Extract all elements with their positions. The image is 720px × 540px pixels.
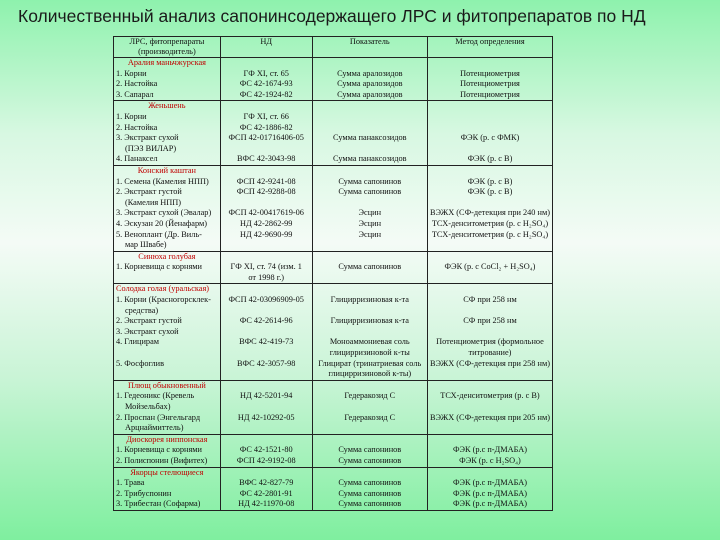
cell-line: ФС 42-1886-82 <box>239 122 293 132</box>
cell-line: ВФС 42-3043-98 <box>237 154 296 164</box>
header-method: Метод определения <box>427 37 552 58</box>
cell-line: Сумма аралозидов <box>337 68 403 78</box>
cell-line <box>430 423 550 434</box>
spacer <box>315 252 425 263</box>
cell-nd <box>220 467 312 510</box>
cell-method <box>427 101 552 166</box>
cell-indicator <box>312 251 427 284</box>
cell-line: ФЭК (р.с п-ДМАБА) <box>452 478 527 488</box>
cell-indicator <box>312 434 427 467</box>
cell-line: Сумма сапонинов <box>338 262 402 272</box>
cell-nd <box>220 101 312 166</box>
table-group-row <box>114 58 553 101</box>
cell-line: Сумма панаксозидов <box>333 133 407 143</box>
cell-line: ГФ XI, ст. 74 (изм. 1 <box>230 262 302 272</box>
cell-line: ФСП 42-00417619-06 <box>228 208 304 218</box>
cell-line: 2. Трибуспонин <box>116 488 172 498</box>
header-material: ЛРС, фитопрепараты (производитель) <box>114 37 221 58</box>
group-title: Якорцы стелющиеся <box>130 467 204 477</box>
cell-line: НД 42-10292-05 <box>237 412 295 422</box>
cell-line: 2. Экстракт густой <box>116 316 182 326</box>
cell-line: Сумма сапонинов <box>338 445 402 455</box>
table-group-row <box>114 165 553 251</box>
cell-method <box>427 165 552 251</box>
cell-line: 4. Эскузан 20 (Йенафарм) <box>116 218 208 228</box>
cell-line: Потенциометрия (формольное <box>436 337 544 347</box>
cell-line: Мойзельбах) <box>125 402 171 411</box>
spacer <box>315 435 425 446</box>
cell-material <box>114 101 221 166</box>
cell-material <box>114 467 221 510</box>
spacer <box>430 381 550 392</box>
cell-line: Сумма панаксозидов <box>333 154 407 164</box>
cell-line: ВФС 42-827-79 <box>239 478 294 488</box>
cell-line: ТСХ-денситометрия (р. с H₂SO₄) <box>431 218 549 228</box>
spacer <box>223 101 310 112</box>
cell-line: 2. Настойка <box>116 79 158 89</box>
cell-line <box>315 198 425 209</box>
cell-line: ФС 42-1521-80 <box>239 445 293 455</box>
cell-line: НД 42-9690-99 <box>239 229 293 239</box>
cell-material <box>114 251 221 284</box>
spacer <box>315 58 425 69</box>
spacer <box>430 284 550 295</box>
spacer <box>430 166 550 177</box>
cell-nd <box>220 165 312 251</box>
cell-line <box>315 327 425 338</box>
cell-line: ФЭК (р. с H₂SO₄) <box>459 455 521 465</box>
cell-method <box>427 467 552 510</box>
cell-line: Сумма сапонинов <box>338 176 402 186</box>
cell-line: ФСП 42-03096909-05 <box>228 295 304 305</box>
cell-line: 5. Веноплант (Др. Виль- <box>116 229 202 239</box>
cell-line <box>315 123 425 134</box>
cell-line <box>430 198 550 209</box>
cell-line <box>315 112 425 123</box>
cell-line: ФЭК (р.с п-ДМАБА) <box>452 499 527 509</box>
table-group-row <box>114 251 553 284</box>
cell-line: Глицирризиновая к-та <box>330 295 409 305</box>
cell-line: 4. Панаксел <box>116 154 158 164</box>
cell-line: от 1998 г.) <box>248 272 285 282</box>
header-nd: НД <box>220 37 312 58</box>
group-title: Женьшень <box>148 101 186 111</box>
cell-line: 3. Экстракт сухой <box>116 133 179 143</box>
cell-line: ВФС 42-3057-98 <box>237 358 296 368</box>
cell-line: ФЭК (р. с ФМК) <box>460 133 520 143</box>
cell-line: 2. Полиспонин (Вифитех) <box>116 455 208 465</box>
cell-line: Глицирризиновая к-та <box>330 316 409 326</box>
slide-title: Количественный анализ сапонинсодержащего ЛРС и фитопрепаратов по НД <box>18 6 646 26</box>
cell-line: Эсцин <box>358 218 382 228</box>
cell-line <box>223 240 310 251</box>
cell-line <box>315 144 425 155</box>
cell-line: ТСХ-денситометрия (р. с H₂SO₄) <box>431 229 549 239</box>
cell-line: ФСП 42-9192-08 <box>236 455 296 465</box>
cell-line: Сумма сапонинов <box>338 488 402 498</box>
spacer <box>223 252 310 263</box>
saponin-analysis-table <box>113 36 553 511</box>
cell-line: ФС 42-2801-91 <box>239 488 293 498</box>
cell-line: средства) <box>125 305 159 315</box>
cell-line: ФЭК (р.с п-ДМАБА) <box>452 445 527 455</box>
cell-line: 1. Корни <box>116 68 147 78</box>
cell-line: Моноаммониевая соль <box>329 337 410 347</box>
cell-line: 1. Корни (Красногорсклек- <box>116 295 211 305</box>
cell-line <box>116 369 218 380</box>
cell-line <box>223 402 310 413</box>
spacer <box>223 381 310 392</box>
cell-line: Сумма сапонинов <box>338 499 402 509</box>
cell-line <box>430 123 550 134</box>
spacer <box>223 58 310 69</box>
cell-line: 1. Гедеоникс (Кревель <box>116 391 195 401</box>
cell-line <box>430 327 550 338</box>
cell-line: ГФ XI, ст. 65 <box>243 68 289 78</box>
cell-indicator <box>312 165 427 251</box>
cell-material <box>114 165 221 251</box>
group-title: Конский каштан <box>137 165 197 175</box>
spacer <box>315 101 425 112</box>
table-group-row <box>114 284 553 380</box>
cell-line: 2. Экстракт густой <box>116 187 182 197</box>
cell-line: (Камелия НПП) <box>125 197 182 207</box>
cell-line: 5. Фосфоглив <box>116 358 164 368</box>
spacer <box>430 252 550 263</box>
table-group-row <box>114 434 553 467</box>
table-group-row <box>114 101 553 166</box>
cell-nd <box>220 251 312 284</box>
cell-line: ВЭЖХ (СФ-детекция при 205 нм) <box>429 412 550 422</box>
cell-line: Гедеракозид С <box>344 412 396 422</box>
cell-line <box>223 306 310 317</box>
cell-line <box>223 144 310 155</box>
spacer <box>430 468 550 479</box>
group-title: Аралия маньчжурская <box>127 58 206 67</box>
cell-line: Сумма аралозидов <box>337 79 403 89</box>
cell-line <box>315 402 425 413</box>
cell-indicator <box>312 467 427 510</box>
cell-line <box>430 144 550 155</box>
spacer <box>223 468 310 479</box>
cell-nd <box>220 434 312 467</box>
spacer <box>430 435 550 446</box>
cell-method <box>427 58 552 101</box>
cell-line: Потенциометрия <box>460 89 520 99</box>
cell-line: Сумма сапонинов <box>338 187 402 197</box>
cell-line <box>223 369 310 380</box>
cell-material <box>114 434 221 467</box>
cell-line: глицирризиновой к-ты <box>329 348 410 358</box>
cell-line: ФСП 42-01716406-05 <box>228 133 304 143</box>
cell-material <box>114 284 221 380</box>
cell-line: НД 42-11970-08 <box>238 499 295 509</box>
cell-indicator <box>312 101 427 166</box>
cell-line: 3. Трибестан (Софарма) <box>116 499 201 509</box>
cell-line <box>223 423 310 434</box>
spacer <box>315 284 425 295</box>
cell-line: 1. Семена (Камелия НПП) <box>116 176 209 186</box>
cell-method <box>427 251 552 284</box>
cell-line: СФ при 258 нм <box>463 295 517 305</box>
cell-line: ФСП 42-9288-08 <box>236 187 296 197</box>
cell-line <box>430 402 550 413</box>
cell-line <box>223 198 310 209</box>
spacer <box>315 166 425 177</box>
group-title: Диоскорея ниппонская <box>126 434 208 444</box>
cell-line: НД 42-5201-94 <box>239 391 293 401</box>
group-title: Плющ обыкновенный <box>128 380 206 390</box>
cell-line: 1. Трава <box>116 478 145 488</box>
cell-line: ФЭК (р. с В) <box>467 187 513 197</box>
cell-line <box>116 273 218 284</box>
cell-material <box>114 58 221 101</box>
cell-method <box>427 434 552 467</box>
cell-material <box>114 380 221 434</box>
spacer <box>223 284 310 295</box>
spacer <box>315 468 425 479</box>
table-group-row <box>114 380 553 434</box>
cell-line: Сумма сапонинов <box>338 455 402 465</box>
cell-indicator <box>312 58 427 101</box>
cell-line: Сумма сапонинов <box>338 478 402 488</box>
cell-line <box>430 273 550 284</box>
cell-line <box>315 306 425 317</box>
cell-indicator <box>312 284 427 380</box>
cell-line: Арцнаймиттель) <box>125 423 184 433</box>
cell-line <box>116 348 218 359</box>
cell-line: 1. Корневища с корнями <box>116 262 202 272</box>
cell-line: Сумма аралозидов <box>337 89 403 99</box>
cell-line: ФС 42-2614-96 <box>239 316 293 326</box>
cell-line: ФЭК (р.с п-ДМАБА) <box>452 488 527 498</box>
cell-line <box>315 423 425 434</box>
cell-line <box>430 369 550 380</box>
cell-line <box>315 240 425 251</box>
cell-line: ФЭК (р. с В) <box>467 176 513 186</box>
spacer <box>430 58 550 69</box>
cell-line <box>430 240 550 251</box>
cell-line: Глицират (тринатриевая соль <box>318 358 422 368</box>
cell-line: ФЭК (р. с В) <box>467 154 513 164</box>
cell-line: 3. Экстракт сухой <box>116 326 179 336</box>
cell-method <box>427 284 552 380</box>
cell-line: Потенциометрия <box>460 79 520 89</box>
cell-line: Эсцин <box>358 208 382 218</box>
cell-line: ТСХ-денситометрия (р. с В) <box>440 391 540 401</box>
cell-line: 2. Проспан (Энгельгард <box>116 412 201 422</box>
cell-line <box>430 112 550 123</box>
cell-line: Потенциометрия <box>460 68 520 78</box>
cell-line: 2. Настойка <box>116 122 158 132</box>
cell-line: ФС 42-1674-93 <box>239 79 293 89</box>
group-title: Солодка голая (уральская) <box>116 284 210 294</box>
cell-indicator <box>312 380 427 434</box>
cell-line: глицирризиновой к-ты) <box>328 369 412 379</box>
cell-line: титрование) <box>468 348 512 358</box>
cell-line <box>315 273 425 284</box>
cell-line: 3. Экстракт сухой (Эвалар) <box>116 208 212 218</box>
cell-nd <box>220 58 312 101</box>
cell-line: НД 42-2862-99 <box>239 218 293 228</box>
spacer <box>315 381 425 392</box>
cell-line: ВФС 42-419-73 <box>239 337 294 347</box>
cell-line: Эсцин <box>358 229 382 239</box>
table-header-row <box>114 37 553 58</box>
cell-line: ВЭЖХ (СФ-детекция при 258 нм) <box>429 358 550 368</box>
cell-line <box>430 306 550 317</box>
spacer <box>223 166 310 177</box>
group-title: Синюха голубая <box>138 251 196 261</box>
cell-line: ФС 42-1924-82 <box>239 89 293 99</box>
cell-line: ВЭЖХ (СФ-детекция при 240 нм) <box>429 208 550 218</box>
cell-line: 1. Корневища с корнями <box>116 445 202 455</box>
header-indicator: Показатель <box>312 37 427 58</box>
cell-line: мар Швабе) <box>125 240 167 250</box>
cell-line: ФЭК (р. с CoCl₂ + H₂SO₄) <box>444 262 536 272</box>
cell-line: ФСП 42-9241-08 <box>236 176 296 186</box>
cell-line <box>223 327 310 338</box>
cell-line: 4. Глицирам <box>116 337 160 347</box>
cell-line <box>223 348 310 359</box>
cell-nd <box>220 380 312 434</box>
spacer <box>223 435 310 446</box>
cell-line: 1. Корни <box>116 111 147 121</box>
cell-line: (ПЭЗ ВИЛАР) <box>125 143 177 153</box>
cell-method <box>427 380 552 434</box>
spacer <box>430 101 550 112</box>
table-group-row <box>114 467 553 510</box>
cell-line: СФ при 258 нм <box>463 316 517 326</box>
cell-line: 3. Сапарал <box>116 89 154 99</box>
cell-line: ГФ XI, ст. 66 <box>243 111 289 121</box>
cell-nd <box>220 284 312 380</box>
cell-line: Гедеракозид С <box>344 391 396 401</box>
